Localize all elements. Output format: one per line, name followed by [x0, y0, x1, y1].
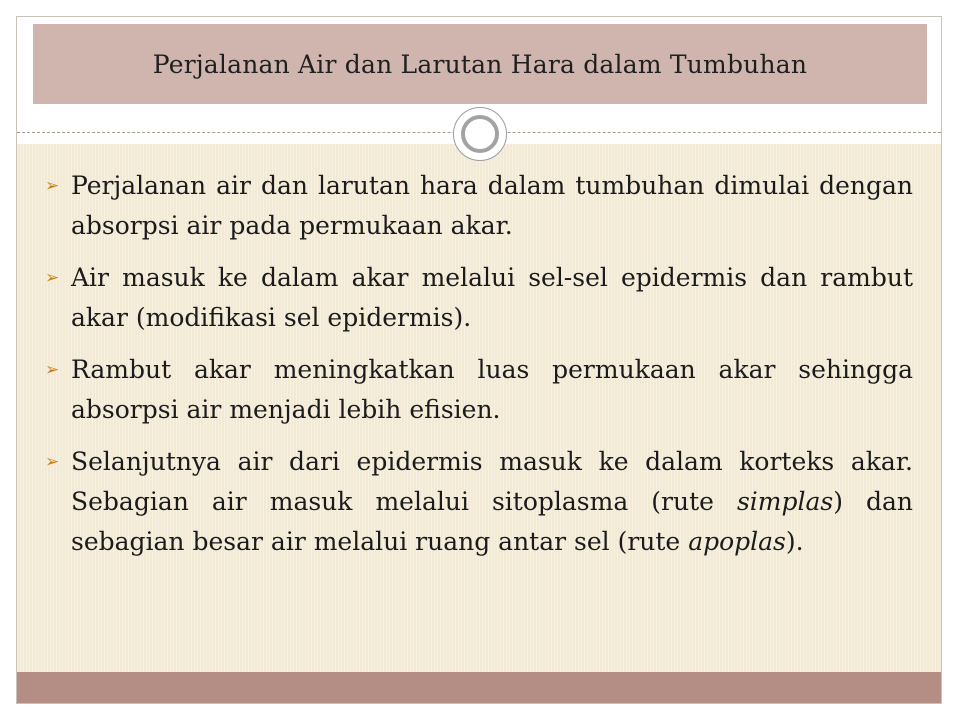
term-simplas: simplas: [736, 487, 834, 516]
circle-ornament-inner: [461, 115, 499, 153]
bullet-text-4-part2: ) dan sebagian besar air melalui ruang antar sel (rute: [71, 487, 913, 556]
bullet-text-4-part1: Selanjutnya air dari epidermis masuk ke dalam korteks akar. Sebagian air masuk melalui sitoplasma (rute: [71, 447, 913, 516]
arrow-bullet-icon: ➢: [45, 452, 60, 472]
bullet-text-4-part3: ).: [785, 527, 804, 556]
term-apoplas: apoplas: [688, 527, 786, 556]
bullet-list: [45, 166, 913, 574]
arrow-bullet-icon: ➢: [45, 268, 60, 288]
arrow-bullet-icon: ➢: [45, 360, 60, 380]
bullet-text-4: [71, 442, 913, 562]
bullet-item-2: [45, 258, 913, 338]
title-band: [33, 24, 927, 104]
bullet-text-2: Air masuk ke dalam akar melalui sel-sel epidermis dan rambut akar (modifikasi sel epidermis).: [71, 263, 913, 332]
circle-ornament-icon: [453, 107, 507, 161]
bullet-text-1: Perjalanan air dan larutan hara dalam tumbuhan dimulai dengan absorpsi air pada permukaan akar.: [71, 171, 913, 240]
bullet-item-1: [45, 166, 913, 246]
bullet-item-3: [45, 350, 913, 430]
arrow-bullet-icon: ➢: [45, 176, 60, 196]
footer-band: [17, 672, 941, 703]
bullet-text-3: Rambut akar meningkatkan luas permukaan akar sehingga absorpsi air menjadi lebih efisien.: [71, 355, 913, 424]
slide-title: Perjalanan Air dan Larutan Hara dalam Tumbuhan: [152, 49, 808, 79]
bullet-item-4: [45, 442, 913, 562]
